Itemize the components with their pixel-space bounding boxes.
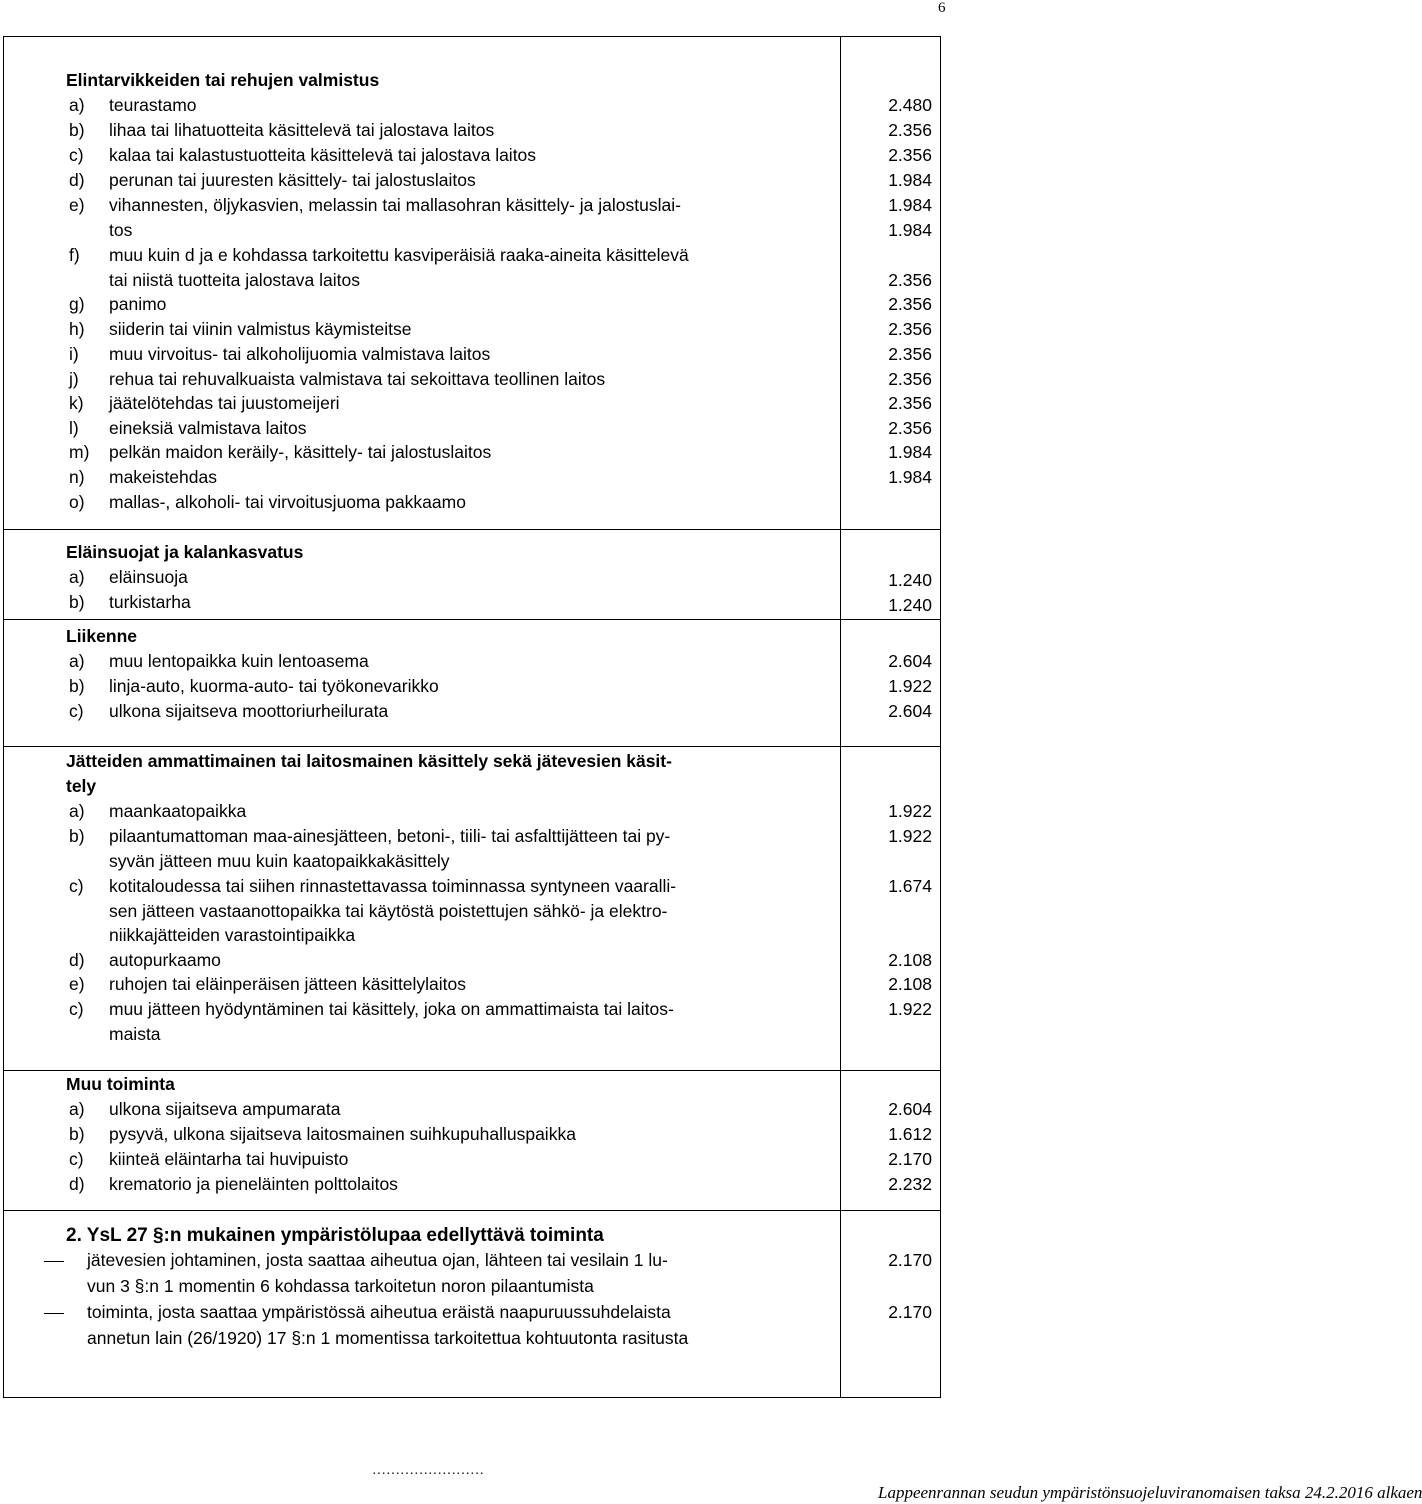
- section-heading: 2. YsL 27 §:n mukainen ympäristölupaa edellyttävä toiminta: [66, 1225, 604, 1246]
- list-item: d) autopurkaamo 2.108: [69, 950, 932, 970]
- list-item: b) linja-auto, kuorma-auto- tai työkonevarikko 1.922: [69, 676, 932, 696]
- section-divider: [4, 619, 940, 620]
- list-item: o) mallas-, alkoholi- tai virvoitusjuoma pakkaamo: [69, 492, 466, 512]
- list-item: b) pysyvä, ulkona sijaitseva laitosmainen suihkupuhalluspaikka 1.612: [69, 1124, 932, 1144]
- section-heading: Eläinsuojat ja kalankasvatus: [66, 542, 304, 562]
- section-heading-continuation: tely: [66, 776, 97, 796]
- list-item: n) makeistehdas 1.984: [69, 467, 932, 487]
- list-item: e) ruhojen tai eläinperäisen jätteen käsittelylaitos 2.108: [69, 974, 932, 994]
- list-item-continuation: maista: [109, 1024, 161, 1044]
- list-item-continuation: niikkajätteiden varastointipaikka: [109, 925, 356, 945]
- list-item: a) maankaatopaikka 1.922: [69, 801, 932, 821]
- section-heading: Elintarvikkeiden tai rehujen valmistus: [66, 70, 380, 90]
- section-heading: Liikenne: [66, 626, 137, 646]
- section-heading: Jätteiden ammattimainen tai laitosmainen käsittely sekä jätevesien käsit-: [66, 751, 672, 771]
- list-item: c) kalaa tai kalastustuotteita käsittelevä tai jalostava laitos 2.356: [69, 145, 932, 165]
- list-item: m) pelkän maidon keräily-, käsittely- tai jalostuslaitos 1.984: [69, 442, 932, 462]
- list-item: f) muu kuin d ja e kohdassa tarkoitettu kasviperäisiä raaka-aineita käsittelevä: [69, 245, 689, 265]
- list-item: b) turkistarha 1.240: [69, 592, 932, 615]
- page-number: 6: [938, 0, 946, 16]
- list-item: b) pilaantumattoman maa-ainesjätteen, betoni-, tiili- tai asfalttijätteen tai py- 1.922: [69, 826, 932, 846]
- list-item: g) panimo 2.356: [69, 294, 932, 314]
- dash-bullet: [44, 1261, 64, 1262]
- list-item: c) kiinteä eläintarha tai huvipuisto 2.170: [69, 1149, 932, 1169]
- list-item-continuation: syvän jätteen muu kuin kaatopaikkakäsittely: [109, 851, 450, 871]
- list-item: d) krematorio ja pieneläinten polttolaitos 2.232: [69, 1174, 932, 1194]
- list-item: c) kotitaloudessa tai siihen rinnastettavassa toiminnassa syntyneen vaaralli- 1.674: [69, 876, 932, 896]
- list-item: e) vihannesten, öljykasvien, melassin tai mallasohran käsittely- ja jalostuslai- 1.984: [69, 195, 932, 215]
- list-item: a) teurastamo 2.480: [69, 95, 932, 115]
- section-divider: [4, 1070, 940, 1071]
- list-item: l) eineksiä valmistava laitos 2.356: [69, 418, 932, 438]
- dash-bullet: [44, 1313, 64, 1314]
- list-item: k) jäätelötehdas tai juustomeijeri 2.356: [69, 393, 932, 413]
- list-item-continuation: annetun lain (26/1920) 17 §:n 1 momentissa tarkoitettua kohtuutonta rasitusta: [87, 1328, 689, 1348]
- fee-table: [3, 36, 941, 1398]
- list-item: jätevesien johtaminen, josta saattaa aiheutua ojan, lähteen tai vesilain 1 lu- 2.170: [4, 1248, 940, 1273]
- list-item: c) muu jätteen hyödyntäminen tai käsittely, joka on ammattimaista tai laitos- 1.922: [69, 999, 932, 1019]
- list-item-continuation: vun 3 §:n 1 momentin 6 kohdassa tarkoitetun noron pilaantumista: [87, 1276, 594, 1296]
- footer-text: Lappeenrannan seudun ympäristönsuojeluviranomaisen taksa 24.2.2016 alkaen: [878, 1483, 1422, 1502]
- list-item: a) muu lentopaikka kuin lentoasema 2.604: [69, 651, 932, 671]
- list-item: a) eläinsuoja 1.240: [69, 567, 932, 590]
- list-item: a) ulkona sijaitseva ampumarata 2.604: [69, 1099, 932, 1119]
- list-item: c) ulkona sijaitseva moottoriurheilurata 2.604: [69, 701, 932, 721]
- footer-dots: ……………………: [372, 1463, 484, 1478]
- list-item: b) lihaa tai lihatuotteita käsittelevä tai jalostava laitos 2.356: [69, 120, 932, 140]
- section-divider: [4, 529, 940, 530]
- list-item-continuation: tos 1.984: [109, 220, 932, 240]
- list-item: d) perunan tai juuresten käsittely- tai jalostuslaitos 1.984: [69, 170, 932, 190]
- list-item: i) muu virvoitus- tai alkoholijuomia valmistava laitos 2.356: [69, 344, 932, 364]
- list-item: j) rehua tai rehuvalkuaista valmistava tai sekoittava teollinen laitos 2.356: [69, 369, 932, 389]
- list-item-continuation: sen jätteen vastaanottopaikka tai käytöstä poistettujen sähkö- ja elektro-: [109, 901, 668, 921]
- list-item: h) siiderin tai viinin valmistus käymisteitse 2.356: [69, 319, 932, 339]
- list-item-continuation: tai niistä tuotteita jalostava laitos 2.356: [109, 270, 932, 290]
- section-heading: Muu toiminta: [66, 1074, 175, 1094]
- list-item: toiminta, josta saattaa ympäristössä aiheutua eräistä naapuruussuhdelaista 2.170: [4, 1300, 940, 1325]
- section-divider: [4, 1210, 940, 1211]
- section-divider: [4, 746, 940, 747]
